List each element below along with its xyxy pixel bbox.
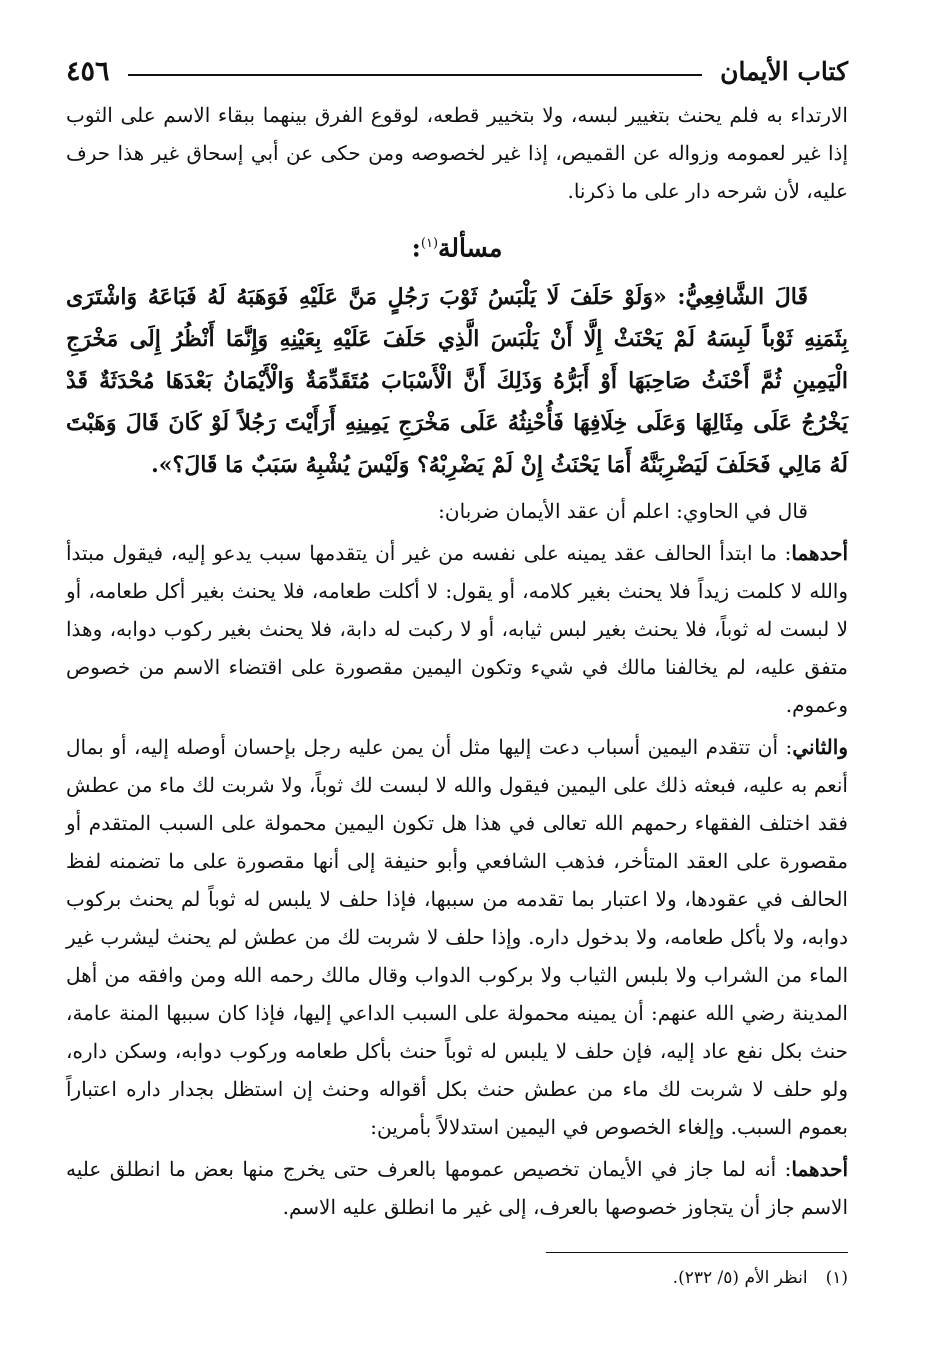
intro-paragraph: الارتداء به فلم يحنث بتغيير لبسه، ولا بتخيير قطعه، لوقوع الفرق بينهما ببقاء الاسم على الثوب إذا غير لعمومه وزواله عن القميص، إذا غير لخصوصه ومن حكى عن أبي إسحاق غير هذا حرف عليه، لأن شرحه دار على ما ذكرنا.: [66, 103, 848, 203]
first-argument-paragraph: [66, 1150, 848, 1226]
shafii-quote: قَالَ الشَّافِعِيُّ: «وَلَوْ حَلَفَ لَا يَلْبَسُ ثَوْبَ رَجُلٍ مَنَّ عَلَيْهِ فَوَهَبَهُ لَهُ فَبَاعَهُ وَاشْتَرَى بِثَمَنِهِ ثَوْباً لَبِسَهُ لَمْ يَحْنَثْ إِلَّا أَنْ يَلْبَسَ الَّذِي حَلَفَ عَلَيْهِ بِعَيْنِهِ وَإِنَّمَا أَنْظُرُ إِلَى مَخْرَجِ الْيَمِينِ ثُمَّ أَحْنَثُ صَاحِبَهَا أَوْ أَبَرُّهُ وَذَلِكَ أَنَّ الْأَسْبَابَ مُتَقَدِّمَةٌ وَالْأَيْمَانُ بَعْدَهَا مُحْدَثَةٌ قَدْ يَخْرُجُ عَلَى مِثَالِهَا وَعَلَى خِلَافِهَا فَأُحْنِثُهُ عَلَى مَخْرَجِ يَمِينِهِ أَرَأَيْتَ رَجُلاً لَوْ كَانَ قَالَ وَهَبْتَ لَهُ مَالِي فَحَلَفَ لَيَضْرِبَنَّهُ أَمَا يَحْنَثُ إِنْ لَمْ يَضْرِبْهُ؟ وَلَيْسَ يُشْبِهُ سَبَبٌ مَا قَالَ؟».: [66, 284, 848, 479]
heading-suffix: :: [411, 233, 421, 263]
hawi-intro: قال في الحاوي: اعلم أن عقد الأيمان ضربان:: [438, 499, 808, 524]
first-argument-lead: أحدهما: [791, 1157, 848, 1182]
footnote: [66, 1263, 848, 1293]
footnote-text: انظر الأم (٥/ ٢٣٢).: [672, 1268, 808, 1289]
first-type-lead: أحدهما: [791, 541, 848, 566]
second-type-text: : أن تتقدم اليمين أسباب دعت إليها مثل أن يمن عليه رجل بإحسان أوصله إليه، أو بمال أنعم به عليه، فبعثه ذلك على اليمين فيقول والله لا لبست لك ثوباً، ولا شربت لك ماء من عطش فقد اختلف الفقهاء رحمهم الله تعالى في هذا هل تكون اليمين محمولة على السبب المتقدم أو مقصورة على العقد المتأخر، فذهب الشافعي وأبو حنيفة إلى أنها مقصورة على ما تضمنه لفظ الحالف في عقودها، ولا اعتبار بما تقدمه من سببها، فإذا حلف لا يلبس له ثوباً لم يحنث بركوب دوابه، ولا بأكل طعامه، ولا بدخول داره. وإذا حلف لا شربت لك من عطش لم يحنث ليشرب غير الماء من الشراب ولا بلبس الثياب ولا بركوب الدواب وقال مالك رحمه الله ومن وافقه من أهل المدينة رضي الله عنهم: أن يمينه محمولة على السبب الداعي إليها، فإذا كان سببها المنة عامة، حنث بكل نفع عاد إليه، فإن حلف لا يلبس له ثوباً حنث بأكل طعامه وركوب دوابه، وسكن داره، ولو حلف لا شربت لك ماء من عطش حنث بكل أقواله وحنث إن استظل بجدار داره اعتباراً بعموم السبب. وإلغاء الخصوص في اليمين استدلالاً بأمرين:: [66, 735, 849, 1140]
page-number: ٤٥٦: [66, 55, 110, 87]
header-rule: [128, 74, 703, 76]
book-title: كتاب الأيمان: [720, 56, 848, 86]
second-type-lead: والثاني: [792, 735, 848, 760]
heading-footnote-ref: (١): [420, 236, 439, 251]
footnote-divider: [546, 1252, 848, 1253]
book-page: [66, 48, 848, 1338]
first-argument-text: : أنه لما جاز في الأيمان تخصيص عمومها بالعرف حتى يخرج منها بعض ما انطلق عليه الاسم جاز أن يتجاوز خصوصها بالعرف، إلى غير ما انطلق عليه الاسم.: [66, 1157, 848, 1220]
page-header: [66, 48, 848, 94]
first-type-text: : ما ابتدأ الحالف عقد يمينه على نفسه من غير أن يتقدمها سبب يدعو إليه، فيقول مبتدأ والله لا كلمت زيداً فلا يحنث بغير كلامه، أو يقول: لا أكلت طعامه، فلا يحنث بغير أكل طعامه، أو لا لبست له ثوباً، فلا يحنث بغير لبس ثيابه، أو لا ركبت له دابة، فلا يحنث بغير ركوب دوابه، وهذا متفق عليه، لم يخالفنا مالك في شيء وتكون اليمين مقصورة على اقتضاء الاسم من خصوص وعموم.: [66, 541, 848, 718]
second-type-paragraph: [66, 728, 848, 1146]
footnote-marker: (١): [825, 1268, 848, 1289]
first-type-paragraph: [66, 534, 848, 724]
section-heading: [66, 224, 848, 268]
heading-label: مسألة: [438, 233, 503, 263]
